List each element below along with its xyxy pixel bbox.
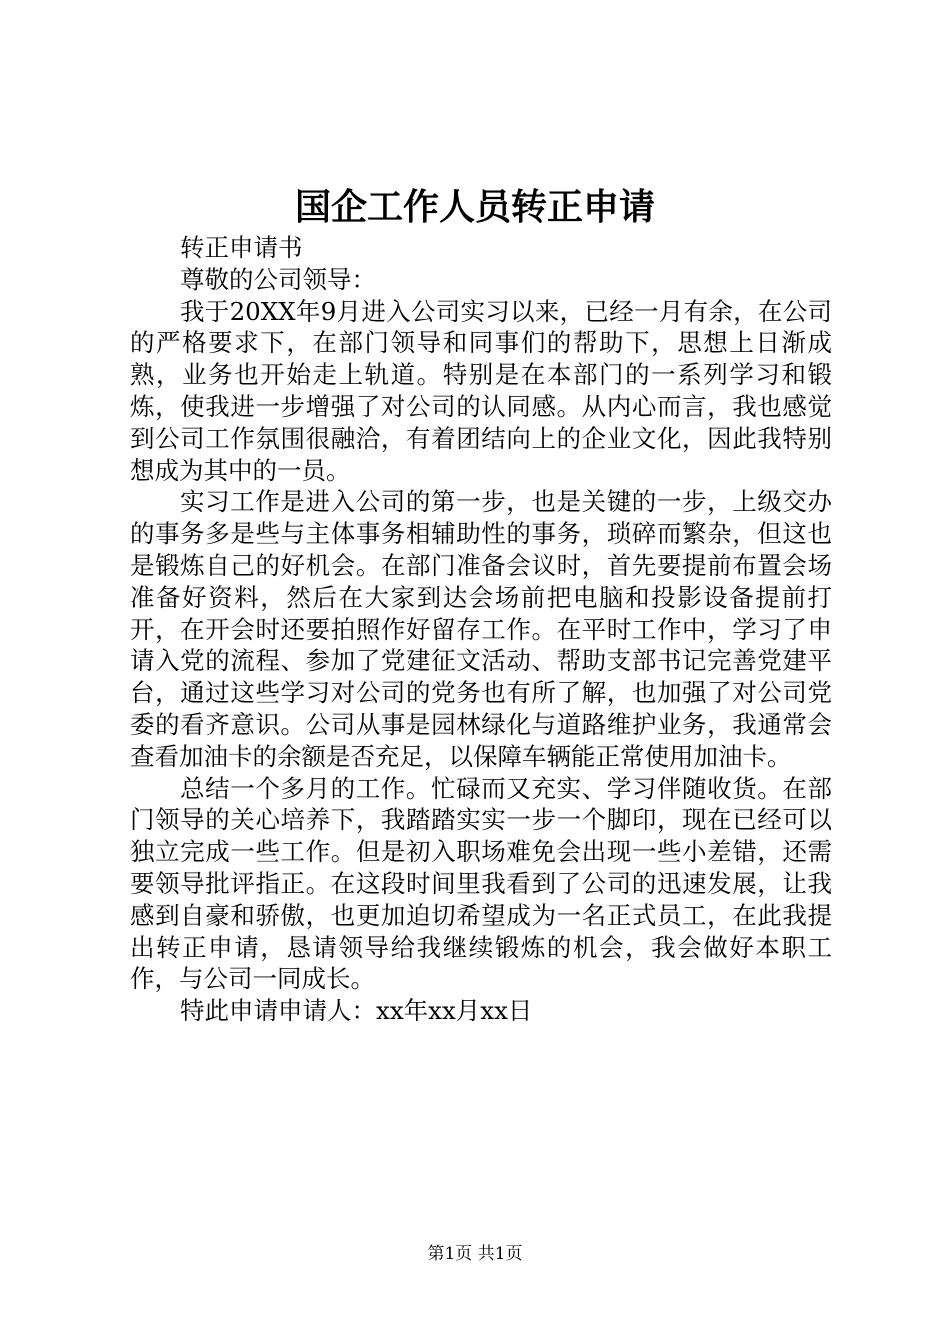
paragraph-closing: 特此申请申请人：xx年xx月xx日 (180, 996, 533, 1026)
paragraph-salutation: 尊敬的公司领导： (180, 264, 376, 294)
paragraph-summary: 总结一个多月的工作。忙碌而又充实、学习伴随收货。在部门领导的关心培养下，我踏踏实实一步一个脚印，现在已经可以独立完成一些工作。但是初入职场难免会出现一些小差错，还需要领导批评指正。在这段时间里我看到了公司的迅速发展，让我感到自豪和骄傲，也更加迫切希望成为一名正式员工，在此我提出转正申请，恳请领导给我继续锻炼的机会，我会做好本职工作，与公司一同成长。 (130, 773, 832, 994)
page-title: 国企工作人员转正申请 (294, 186, 655, 228)
page-number: 第1页 共1页 (427, 1244, 523, 1264)
document-body (130, 232, 832, 1027)
paragraph-heading: 转正申请书 (180, 233, 303, 262)
paragraph-intro: 我于20XX年9月进入公司实习以来，已经一月有余，在公司的严格要求下，在部门领导和同事们的帮助下，思想上日渐成熟，业务也开始走上轨道。特别是在本部门的一系列学习和锻炼，使我进一步增强了对公司的认同感。从内心而言，我也感觉到公司工作氛围很融洽，有着团结向上的企业文化，因此我特别想成为其中的一员。 (130, 296, 832, 485)
paragraph-work: 实习工作是进入公司的第一步，也是关键的一步，上级交办的事务多是些与主体事务相辅助性的事务，琐碎而繁杂，但这也是锻炼自己的好机会。在部门准备会议时，首先要提前布置会场准备好资料，然后在大家到达会场前把电脑和投影设备提前打开，在开会时还要拍照作好留存工作。在平时工作中，学习了申请入党的流程、参加了党建征文活动、帮助支部书记完善党建平台，通过这些学习对公司的党务也有所了解，也加强了对公司党委的看齐意识。公司从事是园林绿化与道路维护业务，我通常会查看加油卡的余额是否充足，以保障车辆能正常使用加油卡。 (130, 487, 832, 771)
